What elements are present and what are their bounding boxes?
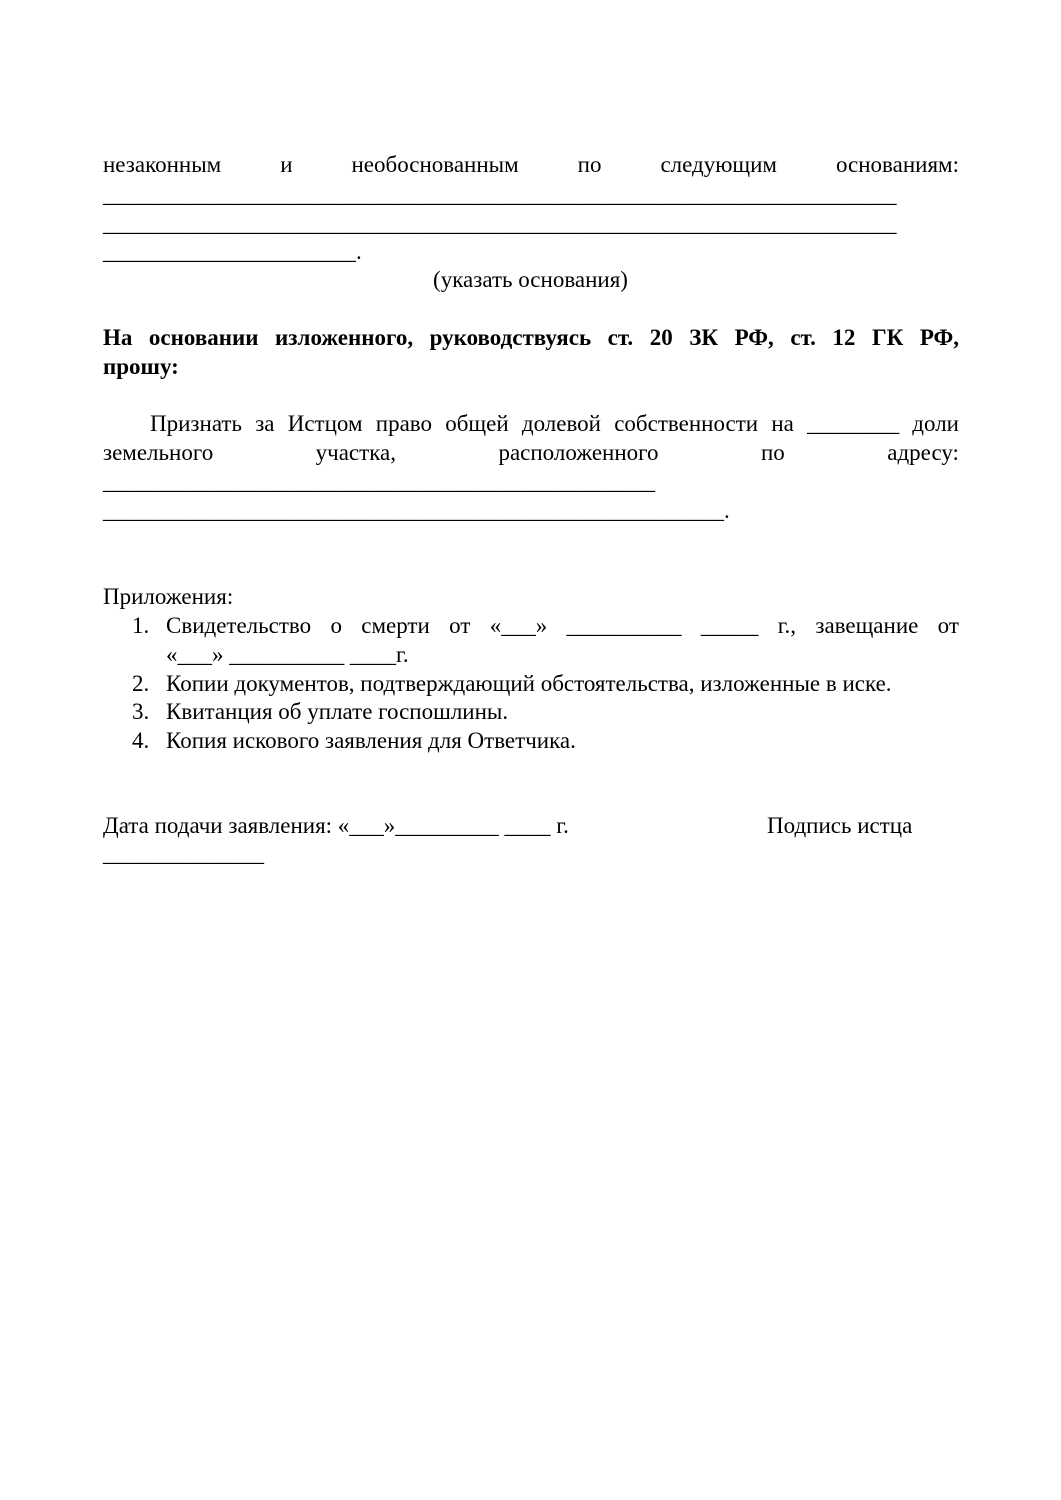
word: Свидетельство [166, 613, 312, 638]
word: от [449, 613, 471, 638]
list-item-continuation: «___» __________ ____г. [166, 642, 409, 667]
word: завещание [815, 613, 919, 638]
signature-line: ______________ [103, 841, 264, 866]
word: необоснованным [351, 152, 519, 177]
blank-line: _____________________________________________________________________ [103, 182, 897, 207]
word: основаниям: [835, 152, 959, 177]
word: земельного [103, 440, 214, 465]
word: расположенного [498, 440, 659, 465]
list-item: Копии документов, подтверждающий обстоятельства, изложенные в иске. [166, 671, 892, 696]
word: участка, [315, 440, 396, 465]
word: г., [777, 613, 797, 638]
appendix-title: Приложения: [103, 584, 234, 609]
basis-request: прошу: [103, 354, 179, 379]
specify-note: (указать основания) [433, 267, 628, 292]
word: _____ [700, 613, 759, 638]
word: по [761, 440, 785, 465]
basis-text: На основании изложенного, руководствуясь ст. 20 ЗК РФ, ст. 12 ГК РФ, [103, 325, 959, 350]
list-item [166, 612, 959, 640]
filing-date: Дата подачи заявления: «___»_________ ____ г. [103, 813, 569, 838]
list-item: Копия искового заявления для Ответчика. [166, 728, 576, 753]
word: от [937, 613, 959, 638]
blank-line: ______________________. [103, 239, 362, 264]
address-blank: ________________________________________________ [103, 469, 655, 494]
word: и [280, 152, 293, 177]
word: незаконным [103, 152, 222, 177]
signature-label: Подпись истца [767, 813, 913, 838]
address-blank: ______________________________________________________. [103, 498, 730, 523]
list-item: Квитанция об уплате госпошлины. [166, 699, 509, 724]
word: о [330, 613, 342, 638]
basis-line [103, 324, 959, 352]
blank-line: _____________________________________________________________________ [103, 211, 897, 236]
list-number: 2. [132, 671, 150, 696]
grounds-line [103, 151, 959, 179]
word: __________ [566, 613, 682, 638]
list-number: 1. [132, 613, 150, 638]
request-line: Признать за Истцом право общей долевой собственности на ________ доли [150, 411, 959, 436]
word: следующим [660, 152, 777, 177]
list-number: 3. [132, 699, 150, 724]
word: по [577, 152, 602, 177]
list-number: 4. [132, 728, 150, 753]
word: адресу: [887, 440, 959, 465]
word: «___» [489, 613, 548, 638]
request-line-2 [103, 439, 959, 467]
word: смерти [361, 613, 430, 638]
